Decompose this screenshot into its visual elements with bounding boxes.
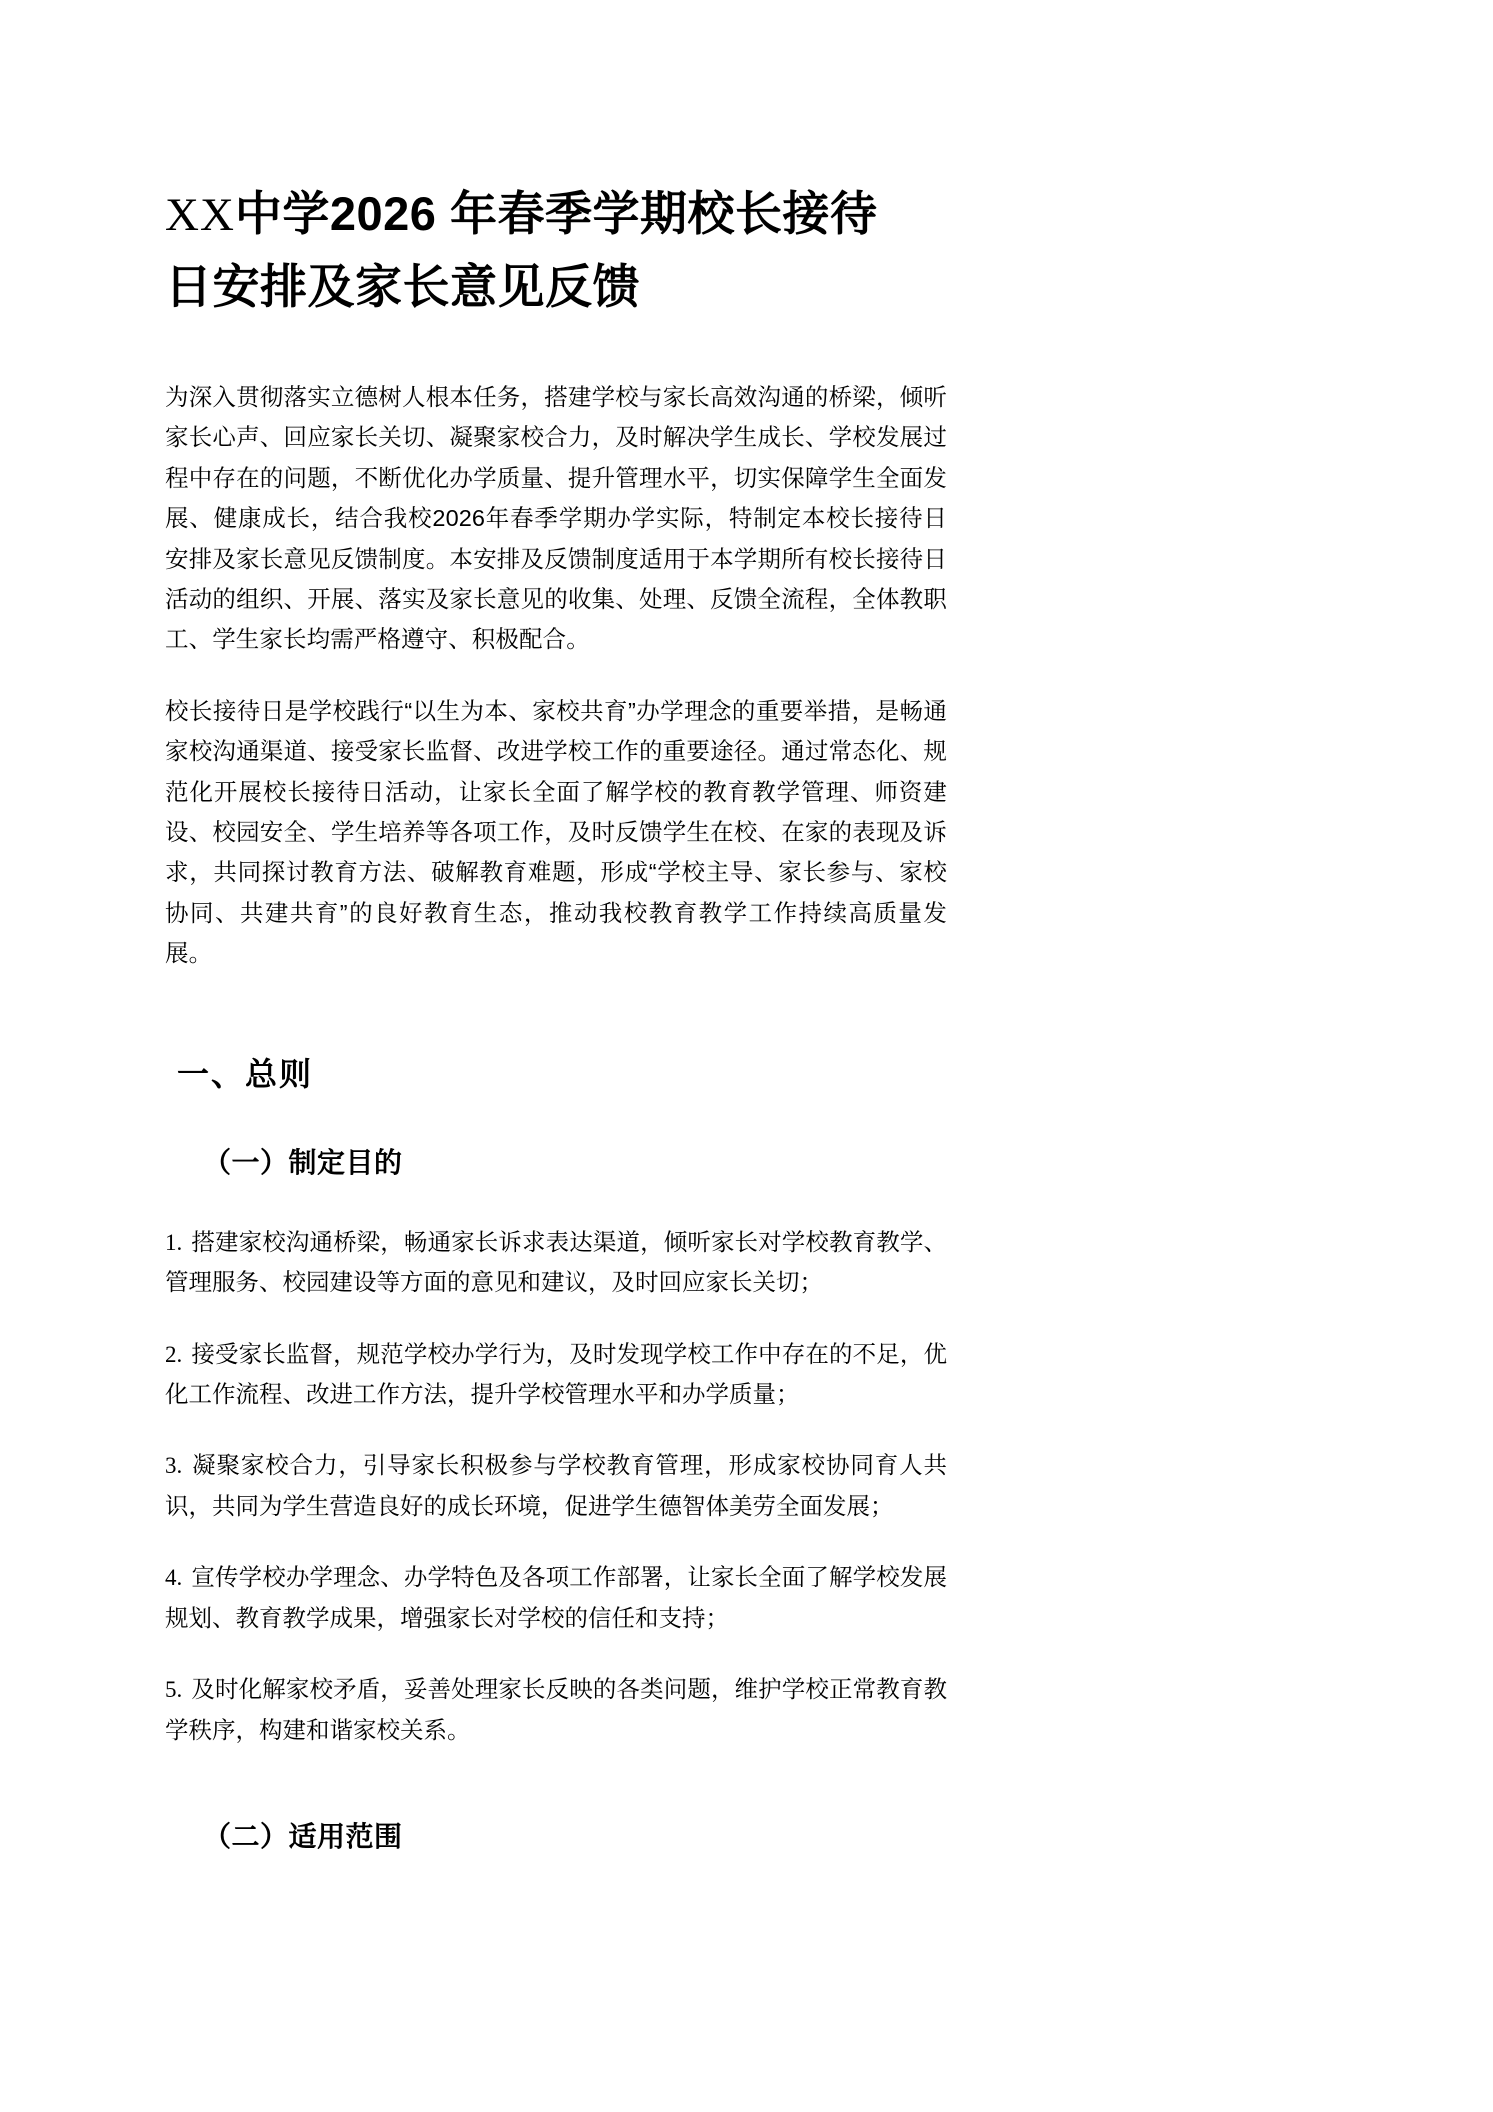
- list-item-text: 及时化解家校矛盾，妥善处理家长反映的各类问题，维护学校正常教育教学秩序，构建和谐家校关系。: [165, 1676, 947, 1743]
- intro-paragraph-1: 为深入贯彻落实立德树人根本任务，搭建学校与家长高效沟通的桥梁，倾听家长心声、回应家长关切、凝聚家校合力，及时解决学生成长、学校发展过程中存在的问题，不断优化办学质量、提升管理水平，切实保障学生全面发展、健康成长，结合我校2026年春季学期办学实际，特制定本校长接待日安排及家长意见反馈制度。本安排及反馈制度适用于本学期所有校长接待日活动的组织、开展、落实及家长意见的收集、处理、反馈全流程，全体教职工、学生家长均需严格遵守、积极配合。: [165, 383, 947, 653]
- intro-paragraph-2: 校长接待日是学校践行“以生为本、家校共育”办学理念的重要举措，是畅通家校沟通渠道、接受家长监督、改进学校工作的重要途径。通过常态化、规范化开展校长接待日活动，让家长全面了解学校的教育教学管理、师资建设、校园安全、学生培养等各项工作，及时反馈学生在校、在家的表现及诉求，共同探讨教育方法、破解教育难题，形成“学校主导、家长参与、家校协同、共建共育”的良好教育生态，推动我校教育教学工作持续高质量发展。: [165, 697, 947, 967]
- purpose-list: [165, 1222, 947, 1751]
- list-item-marker: 2.: [165, 1341, 183, 1367]
- subsection-heading-scope: （二）适用范围: [203, 1821, 403, 1853]
- title-line-1: 中学2026 年春季学期校长接待: [234, 187, 878, 240]
- list-item: [165, 1222, 947, 1303]
- page-title: [165, 0, 947, 323]
- list-item-text: 凝聚家校合力，引导家长积极参与学校教育管理，形成家校协同育人共识，共同为学生营造良好的成长环境，促进学生德智体美劳全面发展；: [165, 1452, 947, 1520]
- section-heading-general-principles: 一、总则: [177, 1055, 314, 1092]
- document-content: [165, 0, 947, 1858]
- list-item: [165, 1557, 947, 1638]
- list-item-text: 宣传学校办学理念、办学特色及各项工作部署，让家长全面了解学校发展规划、教育教学成果，增强家长对学校的信任和支持；: [165, 1564, 947, 1631]
- list-item: [165, 1669, 947, 1750]
- list-item-text: 接受家长监督，规范学校办学行为，及时发现学校工作中存在的不足，优化工作流程、改进工作方法，提升学校管理水平和办学质量；: [165, 1340, 947, 1408]
- list-item-marker: 1.: [165, 1229, 183, 1255]
- subsection-heading-purpose: （一）制定目的: [203, 1146, 403, 1178]
- title-line-2: 日安排及家长意见反馈: [165, 260, 640, 314]
- list-item-marker: 5.: [165, 1677, 183, 1703]
- list-item-text: 搭建家校沟通桥梁，畅通家长诉求表达渠道，倾听家长对学校教育教学、管理服务、校园建设等方面的意见和建议，及时回应家长关切；: [165, 1228, 947, 1296]
- title-prefix: XX: [165, 189, 235, 241]
- list-item-marker: 3.: [165, 1453, 183, 1479]
- list-item-marker: 4.: [165, 1565, 183, 1591]
- list-item: [165, 1445, 947, 1526]
- list-item: [165, 1334, 947, 1415]
